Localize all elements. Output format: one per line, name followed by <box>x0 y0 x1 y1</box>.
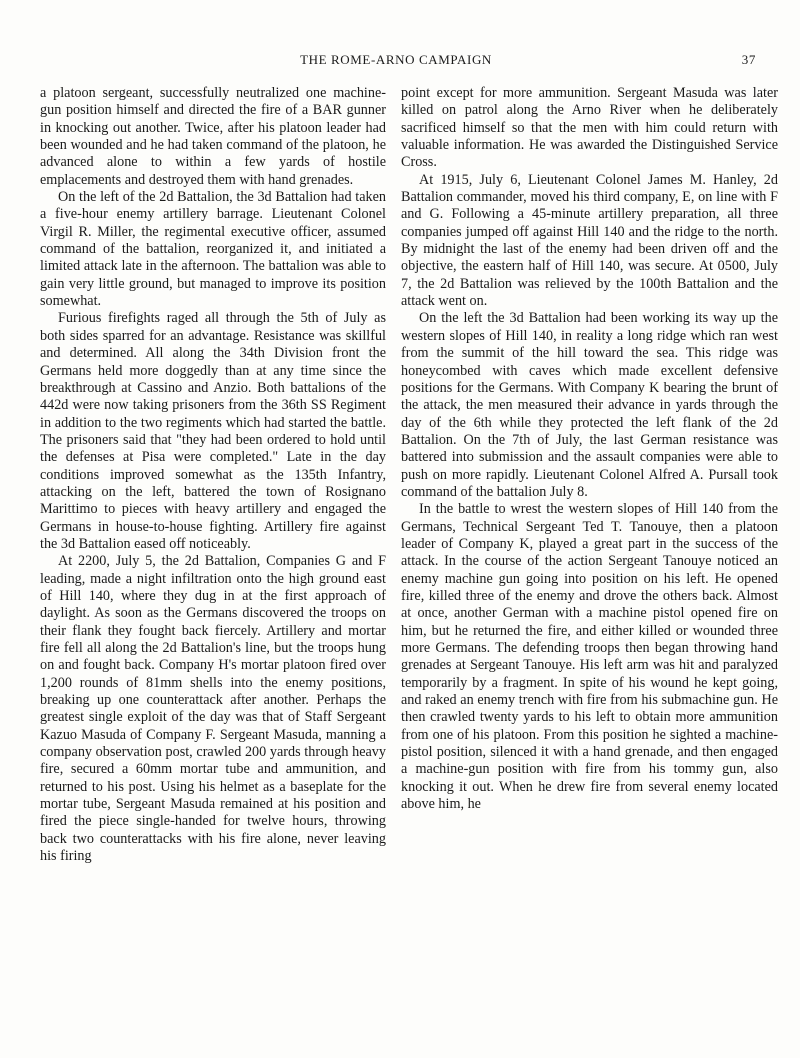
paragraph: In the battle to wrest the western slopes of Hill 140 from the Germans, Technical Sergeant Ted T. Tanouye, then a platoon leader of Company K, played a great part in the success of the attack. In the course of the action Sergeant Tanouye noticed an enemy machine gun going into position on his left. He opened fire, killed three of the enemy and drove the others back. Almost at once, another German with a machine pistol opened fire on him, but he returned the fire, and either killed or wounded three more Germans. The defending troops then began throwing hand grenades at Sergeant Tanouye. His left arm was hit and paralyzed temporarily by a fragment. In spite of his wound he kept going, and raked an enemy trench with fire from his submachine gun. He then crawled twenty yards to his left to obtain more ammunition from one of his platoon. From this position he sighted a machine-pistol position, silenced it with a hand grenade, and then engaged a machine-gun position with fire from his tommy gun, also knocking it out. When he drew fire from several enemy located above him, he <box>401 501 778 813</box>
left-column <box>40 85 386 865</box>
paragraph: At 2200, July 5, the 2d Battalion, Companies G and F leading, made a night infiltration onto the high ground east of Hill 140, where they dug in at the first approach of daylight. As soon as the Germans discovered the troops on their flank they fought back fiercely. Artillery and mortar fire fell all along the 2d Battalion's line, but the troops hung on and fought back. Company H's mortar platoon fired over 1,200 rounds of 81mm shells into the enemy positions, breaking up one counterattack after another. Perhaps the greatest single exploit of the day was that of Staff Sergeant Kazuo Masuda of Company F. Sergeant Masuda, manning a company observation post, crawled 200 yards through heavy fire, secured a 60mm mortar tube and ammunition, and returned to his post. Using his helmet as a baseplate for the mortar tube, Sergeant Masuda remained at his position and fired the piece single-handed for twelve hours, throwing back two counterattacks with his fire alone, never leaving his firing <box>40 553 386 865</box>
right-column <box>401 85 778 813</box>
running-header <box>36 52 756 72</box>
paragraph: On the left the 3d Battalion had been working its way up the western slopes of Hill 140, in reality a long ridge which ran west from the summit of the hill toward the sea. This ridge was honeycombed with caves which made excellent defensive positions for the Germans. With Company K bearing the brunt of the attack, the men measured their advance in yards through the day of the 6th while they protected the left flank of the 2d Battalion. On the 7th of July, the last German resistance was battered into submission and the assault companies were able to push on more rapidly. Lieutenant Colonel Alfred A. Pursall took command of the battalion July 8. <box>401 310 778 500</box>
running-title: THE ROME-ARNO CAMPAIGN <box>300 52 492 67</box>
paragraph: At 1915, July 6, Lieutenant Colonel James M. Hanley, 2d Battalion commander, moved his third company, E, on line with F and G. Following a 45-minute artillery preparation, all three companies jumped off against Hill 140 and the ridge to the north. By midnight the last of the enemy had been driven off and the objective, the eastern half of Hill 140, was secure. At 0500, July 7, the 2d Battalion was relieved by the 100th Battalion and the attack went on. <box>401 171 778 310</box>
paragraph: On the left of the 2d Battalion, the 3d Battalion had taken a five-hour enemy artillery barrage. Lieutenant Colonel Virgil R. Miller, the regimental executive officer, assumed command of the battalion, reorganized it, and initiated a limited attack late in the afternoon. The battalion was able to gain very little ground, but managed to improve its position somewhat. <box>40 189 386 310</box>
paragraph: point except for more ammunition. Sergeant Masuda was later killed on patrol along the Arno River when he deliberately sacrificed himself so that the men with him could return with valuable information. He was awarded the Distinguished Service Cross. <box>401 85 778 171</box>
page-number: 37 <box>741 52 756 67</box>
paragraph: a platoon sergeant, successfully neutralized one machine-gun position himself and directed the fire of a BAR gunner in knocking out another. Twice, after his platoon leader had been wounded and he had taken command of the platoon, he advanced alone to within a few yards of hostile emplacements and destroyed them with hand grenades. <box>40 85 386 188</box>
paragraph: Furious firefights raged all through the 5th of July as both sides sparred for an advantage. Resistance was skillful and determined. All along the 34th Division front the Germans held more doggedly than at any time since the breakthrough at Cassino and Anzio. Both battalions of the 442d were now taking prisoners from the 36th SS Regiment in addition to the two regiments which had started the battle. The prisoners said that "they had been ordered to hold until the defenses at Pisa were completed." Late in the day conditions improved somewhat as the 135th Infantry, attacking on the left, battered the town of Rosignano Marittimo to pieces with heavy artillery and engaged the Germans in house-to-house fighting. Artillery fire against the 3d Battalion eased off noticeably. <box>40 310 386 552</box>
